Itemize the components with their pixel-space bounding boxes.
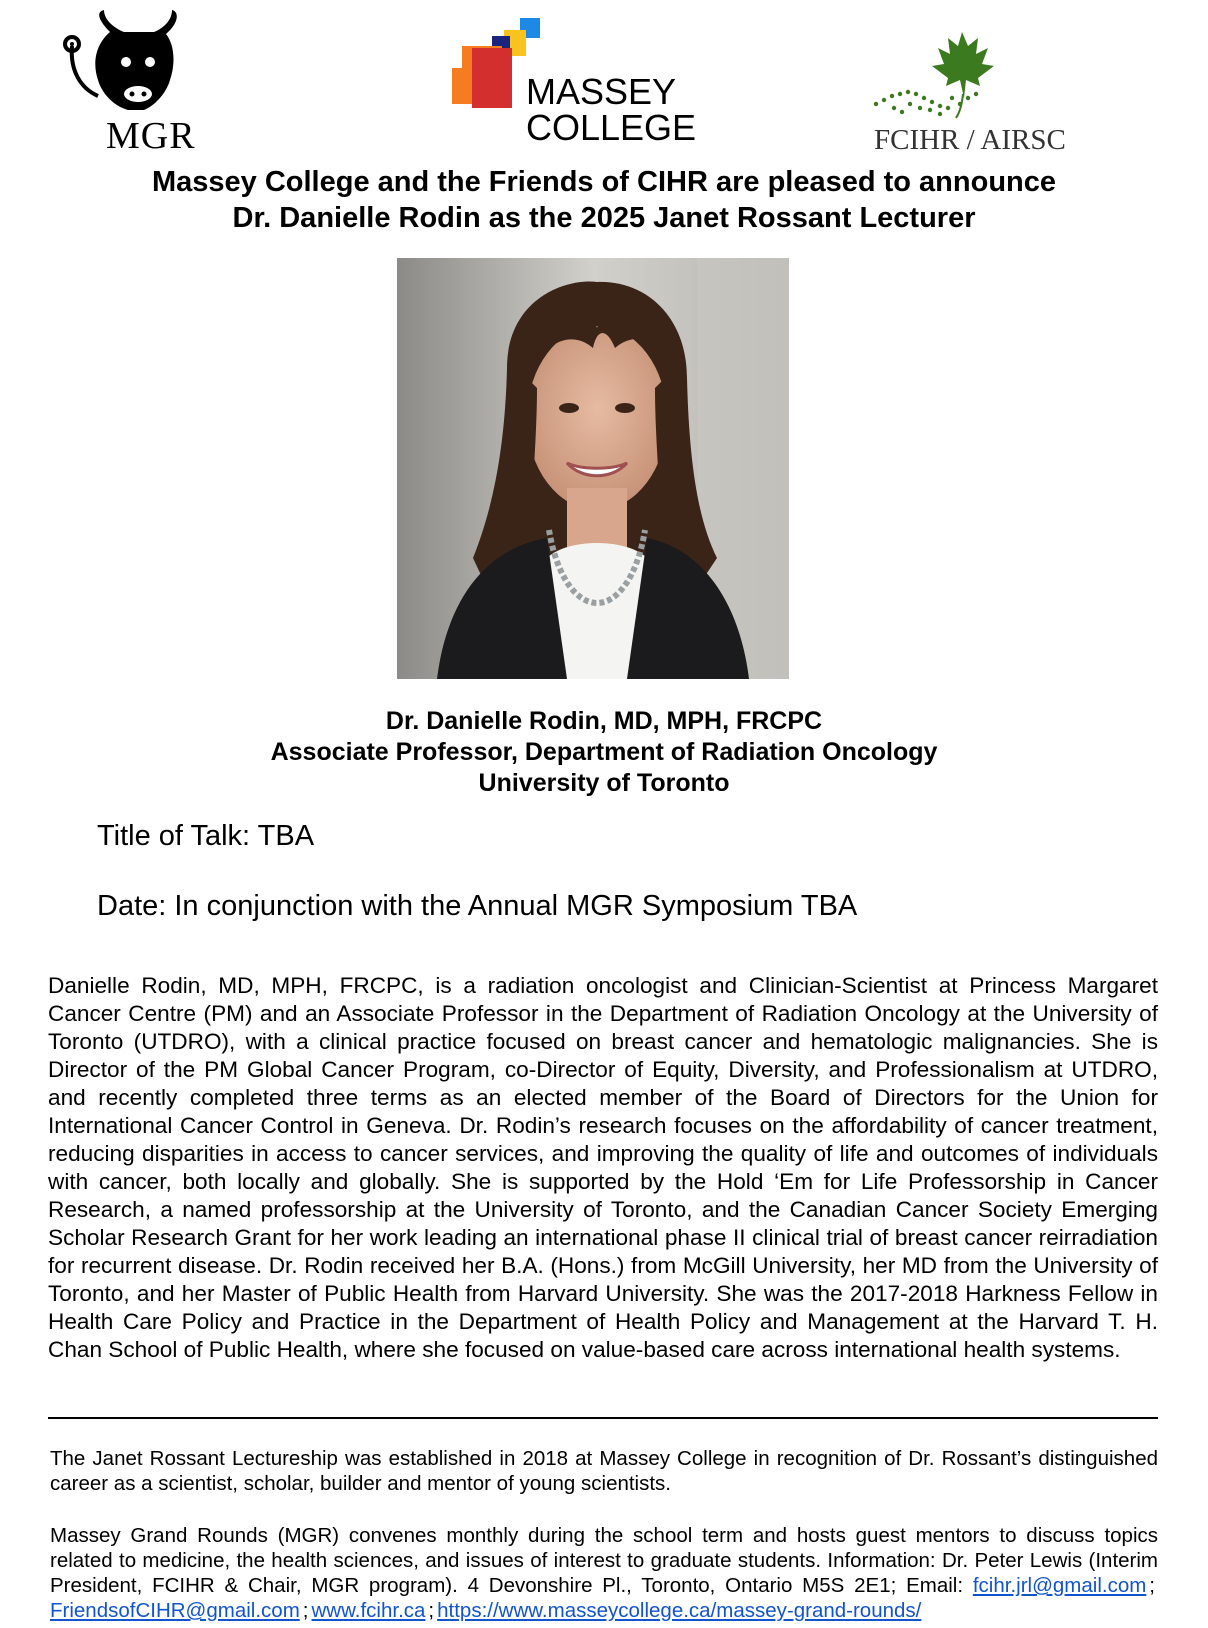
email-link-fcihr-jrl[interactable]: fcihr.jrl@gmail.com: [972, 1574, 1147, 1597]
website-link-massey-grand-rounds[interactable]: https://www.masseycollege.ca/massey-grand-rounds/: [437, 1599, 922, 1622]
mgr-information: [50, 1523, 1158, 1623]
link-separator: ;: [428, 1599, 435, 1622]
link-separator: ;: [1149, 1574, 1155, 1597]
massey-college-logo: [452, 18, 697, 148]
fcihr-logo: [870, 24, 1100, 158]
fcihr-logo-text: FCIHR / AIRSC: [874, 124, 1066, 156]
speaker-info: [0, 706, 1208, 799]
mgr-information-text: Massey Grand Rounds (MGR) convenes monthly during the school term and hosts guest mentors to discuss topics related to medicine, the health sciences, and issues of interest to graduate students. Information: Dr. Peter Lewis (Interim President, FCIHR & Chair, MGR program). 4 Devonshire Pl., Toronto, Ontario M5S 2E1; Email:: [50, 1524, 1158, 1597]
lectureship-description: The Janet Rossant Lectureship was established in 2018 at Massey College in recognition of Dr. Rossant’s distinguished career as a scientist, scholar, builder and mentor of young scientists.: [50, 1447, 1158, 1495]
massey-logo-text-line1: MASSEY: [526, 71, 677, 112]
headline-line1: Massey College and the Friends of CIHR are pleased to announce: [151, 166, 1057, 198]
headline-line2: Dr. Danielle Rodin as the 2025 Janet Rossant Lecturer: [232, 202, 976, 234]
link-separator: ;: [302, 1599, 309, 1622]
portrait-image: [397, 258, 789, 679]
announcement-headline: [0, 164, 1208, 236]
section-divider: [48, 1417, 1158, 1419]
website-link-fcihr[interactable]: www.fcihr.ca: [311, 1599, 426, 1622]
speaker-position: Associate Professor, Department of Radiation Oncology: [270, 738, 938, 766]
speaker-institution: University of Toronto: [478, 769, 730, 797]
speaker-name: Dr. Danielle Rodin, MD, MPH, FRCPC: [385, 707, 823, 735]
massey-logo-text-line2: COLLEGE: [526, 107, 697, 148]
mgr-logo: [58, 10, 208, 158]
speaker-bio: Danielle Rodin, MD, MPH, FRCPC, is a radiation oncologist and Clinician-Scientist at Princess Margaret Cancer Centre (PM) and an Associate Professor in the Department of Radiation Oncology at the University of Toronto (UTDRO), with a clinical practice focused on breast cancer and hematologic malignancies. She is Director of the PM Global Cancer Program, co-Director of Equity, Diversity, and Professionalism at UTDRO, and recently completed three terms as an elected member of the Board of Directors for the Union for International Cancer Control in Geneva. Dr. Rodin’s research focuses on the affordability of cancer treatment, reducing disparities in access to cancer services, and improving the quality of life and outcomes of individuals with cancer, both locally and globally. She is supported by the Hold ‘Em for Life Professorship in Cancer Research, a named professorship at the University of Toronto, and the Canadian Cancer Society Emerging Scholar Research Grant for her work leading an international phase II clinical trial of breast cancer reirradiation for recurrent disease. Dr. Rodin received her B.A. (Hons.) from McGill University, her MD from the University of Toronto, and her Master of Public Health from Harvard University. She was the 2017-2018 Harkness Fellow in Health Care Policy and Practice in the Department of Health Policy and Management at the Harvard T. H. Chan School of Public Health, where she focused on value-based care across international health systems.: [48, 973, 1158, 1362]
maple-leaf-icon: [870, 24, 1100, 128]
speaker-portrait-photo: [397, 258, 789, 679]
talk-date: Date: In conjunction with the Annual MGR Symposium TBA: [97, 890, 858, 922]
mgr-logo-text: MGR: [106, 115, 196, 157]
email-link-friendsofcihr[interactable]: FriendsofCIHR@gmail.com: [50, 1599, 300, 1622]
talk-title: Title of Talk: TBA: [97, 820, 315, 852]
